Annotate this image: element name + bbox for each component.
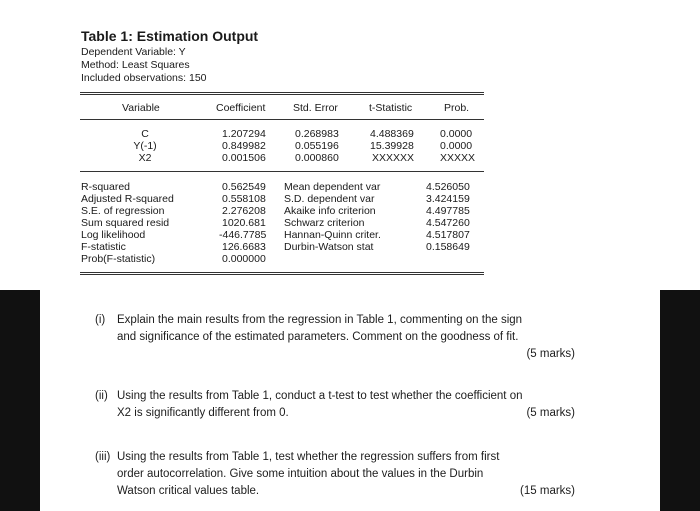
question-marks: (15 marks) bbox=[520, 485, 575, 497]
stat-row bbox=[81, 217, 491, 229]
row-prob: 0.0000 bbox=[440, 128, 473, 140]
stat-value-2: 4.497785 bbox=[426, 205, 470, 217]
question-2 bbox=[95, 388, 575, 422]
row-t-stat: XXXXXX bbox=[372, 152, 415, 164]
dependent-variable: Dependent Variable: Y bbox=[81, 46, 186, 58]
stat-label: Sum squared resid bbox=[81, 217, 170, 229]
row-std-error: 0.000860 bbox=[295, 152, 339, 164]
header-std-error: Std. Error bbox=[293, 102, 338, 114]
stat-label: Log likelihood bbox=[81, 229, 146, 241]
stat-row bbox=[81, 253, 491, 265]
question-number: (ii) bbox=[95, 390, 108, 402]
row-prob: 0.0000 bbox=[440, 140, 473, 152]
row-coefficient: 0.849982 bbox=[222, 140, 266, 152]
question-number: (i) bbox=[95, 314, 106, 326]
stat-value: 2.276208 bbox=[222, 205, 266, 217]
row-t-stat: 4.488369 bbox=[370, 128, 414, 140]
stat-label-2: Akaike info criterion bbox=[284, 205, 376, 217]
question-line: Explain the main results from the regression in Table 1, commenting on the sign bbox=[117, 314, 523, 326]
row-std-error: 0.268983 bbox=[295, 128, 339, 140]
stat-row bbox=[81, 229, 491, 241]
stat-row bbox=[81, 193, 491, 205]
stat-label-2: Durbin-Watson stat bbox=[284, 241, 374, 253]
row-coefficient: 0.001506 bbox=[222, 152, 266, 164]
row-coefficient: 1.207294 bbox=[222, 128, 266, 140]
stat-label: F-statistic bbox=[81, 241, 126, 253]
header-variable: Variable bbox=[122, 102, 160, 114]
stat-label: S.E. of regression bbox=[81, 205, 165, 217]
table-top-rule bbox=[80, 92, 484, 95]
row-std-error: 0.055196 bbox=[295, 140, 339, 152]
question-1 bbox=[95, 312, 575, 363]
table-title: Table 1: Estimation Output bbox=[81, 28, 259, 44]
stat-value: 0.562549 bbox=[222, 181, 266, 193]
header-coefficient: Coefficient bbox=[216, 102, 266, 114]
stat-value-2: 3.424159 bbox=[426, 193, 470, 205]
header-t-statistic: t-Statistic bbox=[369, 102, 413, 114]
stat-value-2: 4.517807 bbox=[426, 229, 470, 241]
question-3 bbox=[95, 449, 575, 500]
question-marks: (5 marks) bbox=[526, 407, 575, 419]
question-marks: (5 marks) bbox=[526, 348, 575, 360]
stat-value: -446.7785 bbox=[219, 229, 267, 241]
coefficients-rule bbox=[80, 171, 484, 172]
stat-row bbox=[81, 181, 491, 193]
table-bottom-rule bbox=[80, 272, 484, 275]
stat-row bbox=[81, 241, 491, 253]
stat-label-2: Hannan-Quinn criter. bbox=[284, 229, 381, 241]
row-t-stat: 15.39928 bbox=[370, 140, 414, 152]
stat-value-2: 4.547260 bbox=[426, 217, 470, 229]
stat-label: Prob(F-statistic) bbox=[81, 253, 156, 265]
question-line: Watson critical values table. bbox=[117, 485, 260, 497]
stat-value: 0.000000 bbox=[222, 253, 266, 265]
method: Method: Least Squares bbox=[81, 59, 190, 71]
stat-value-2: 4.526050 bbox=[426, 181, 470, 193]
stat-label-2: S.D. dependent var bbox=[284, 193, 375, 205]
stat-label-2: Schwarz criterion bbox=[284, 217, 365, 229]
row-variable: Y(-1) bbox=[133, 140, 157, 152]
question-line: Using the results from Table 1, test whether the regression suffers from first bbox=[117, 451, 500, 463]
header-prob: Prob. bbox=[444, 102, 470, 114]
row-variable: C bbox=[141, 128, 149, 140]
stat-label: R-squared bbox=[81, 181, 131, 193]
row-variable: X2 bbox=[138, 152, 152, 164]
stat-row bbox=[81, 205, 491, 217]
question-line: Using the results from Table 1, conduct a t-test to test whether the coefficient on bbox=[117, 390, 523, 402]
row-prob: XXXXX bbox=[440, 152, 476, 164]
stat-value: 0.558108 bbox=[222, 193, 266, 205]
stat-label: Adjusted R-squared bbox=[81, 193, 174, 205]
question-line: order autocorrelation. Give some intuition about the values in the Durbin bbox=[117, 468, 484, 480]
question-number: (iii) bbox=[95, 451, 111, 463]
stat-value: 1020.681 bbox=[222, 217, 266, 229]
stat-value: 126.6683 bbox=[222, 241, 266, 253]
included-observations: Included observations: 150 bbox=[81, 72, 207, 84]
header-rule bbox=[80, 119, 484, 120]
question-line: and significance of the estimated parameters. Comment on the goodness of fit. bbox=[117, 331, 519, 343]
stat-value-2: 0.158649 bbox=[426, 241, 470, 253]
question-line: X2 is significantly different from 0. bbox=[117, 407, 289, 419]
stat-label-2: Mean dependent var bbox=[284, 181, 381, 193]
